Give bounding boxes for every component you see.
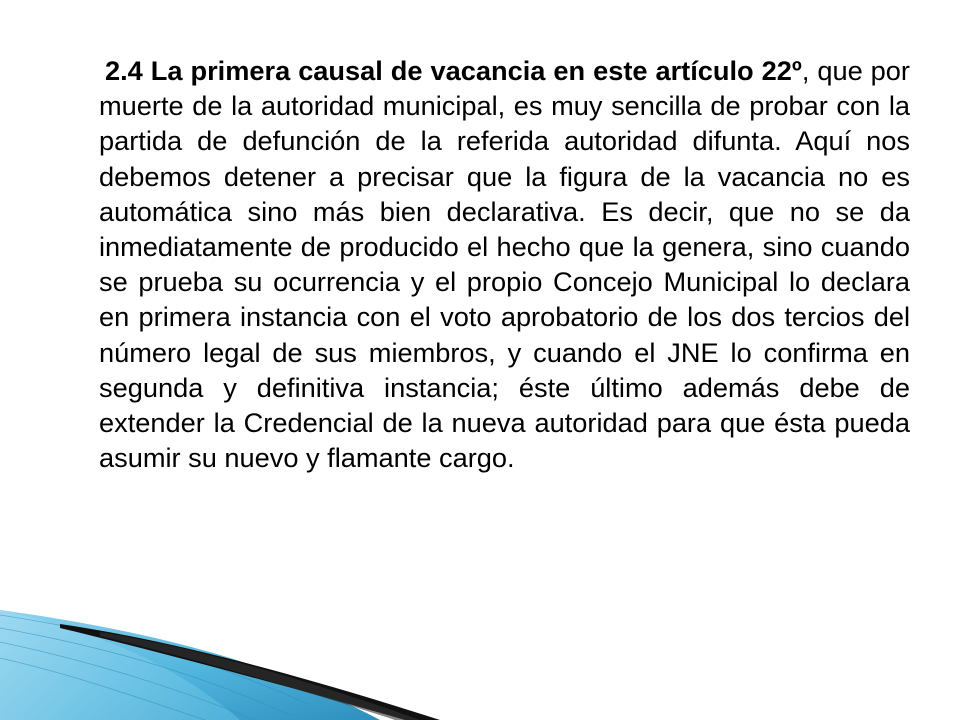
swoosh-highlight xyxy=(0,610,240,720)
slide-body-text xyxy=(99,53,910,475)
black-streak xyxy=(60,624,440,720)
paragraph-rest: , que por muerte de la autoridad municipal, es muy sencilla de probar con la partida de defunción de la referida autoridad difunta. Aquí nos debemos detener a precisar que la figura de la vacancia no es automática sino más bien declarativa. Es decir, que no se da inmediatamente de producido el hecho que la genera, sino cuando se prueba su ocurrencia y el propio Concejo Municipal lo declara en primera instancia con el voto aprobatorio de los dos tercios del número legal de sus miembros, y cuando el JNE lo confirma en segunda y definitiva instancia; éste último además debe de extender la Credencial de la nueva autoridad para que ésta pueda asumir su nuevo y flamante cargo. xyxy=(99,55,910,474)
dark-shadow xyxy=(100,632,420,720)
paragraph-lead: 2.4 La primera causal de vacancia en este artículo 22º xyxy=(105,55,802,86)
swoosh-fill xyxy=(0,610,380,720)
swoosh-lines xyxy=(0,615,310,720)
